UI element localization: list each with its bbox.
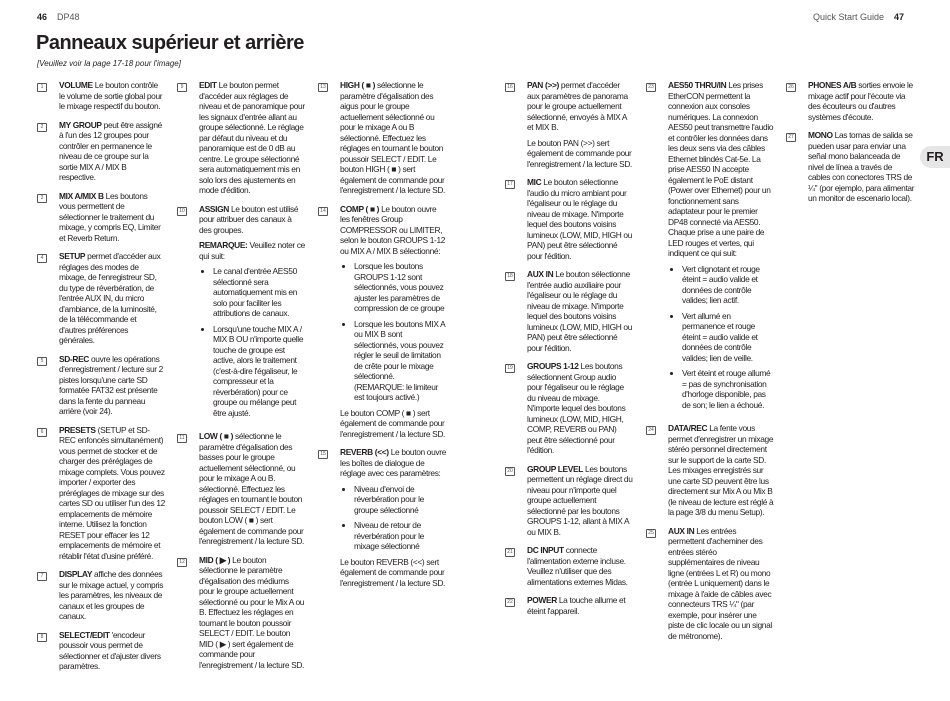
description-paragraph — [59, 120, 165, 183]
control-label: LOW ( ■ ) — [199, 431, 234, 441]
description-paragraph — [527, 464, 633, 538]
item-number-badge: 21 — [505, 548, 515, 557]
control-label: AUX IN — [668, 525, 695, 536]
description-paragraph — [808, 80, 916, 122]
description-paragraph — [340, 204, 446, 257]
bullet-list — [340, 261, 446, 403]
item-number-badge: 22 — [505, 598, 515, 607]
description-paragraph — [199, 240, 305, 261]
bullet-list — [668, 264, 774, 411]
item-description — [527, 269, 633, 353]
control-label: DATA/REC — [668, 423, 708, 433]
item-description — [59, 425, 165, 562]
control-text: Le bouton sélectionne l'entrée audio auxiliaire pour l'égaliseur ou le réglage du niveau de mixage. N'importe lequel des boutons voisins lumineux (LOW, MID, HIGH ou PAN) peut être sélectionné pour l'édition. — [527, 269, 633, 353]
control-label: MONO — [808, 130, 833, 140]
item-number-badge: 1 — [37, 83, 47, 92]
item-number-badge: 23 — [646, 83, 656, 92]
bullet-list — [340, 484, 446, 552]
item-number-badge: 5 — [37, 357, 47, 366]
item-number-badge: 25 — [646, 529, 656, 538]
item-number-badge: 11 — [177, 434, 187, 443]
left-doc-title: DP48 — [57, 12, 80, 22]
control-text: Le bouton sélectionne l'audio du micro ambiant pour l'égaliseur ou le réglage du niveau de mixage. N'importe lequel des boutons voisins lumineux (LOW, MID, HIGH ou PAN) peut être sélectionné pour l'édition. — [527, 177, 633, 261]
item-description — [199, 555, 305, 671]
control-item — [786, 80, 916, 122]
control-text: sélectionne le paramètre d'égalisation des aigus pour le groupe actuellement sélectionné ou pour le mixage A ou B sélectionné. Effectuez les réglages en tournant le bouton poussoir SELECT / EDIT. Le bouton HIGH ( ■ ) sert également de commande pour l'enregistrement / la lecture SD. — [340, 80, 446, 195]
control-label: PAN (>>) — [527, 80, 559, 90]
column-6 — [786, 80, 916, 212]
control-text: permet d'accéder aux paramètres de panorama pour le groupe actuellement sélectionné, envoyés à MIX A et MIX B. — [527, 80, 628, 132]
control-item — [646, 526, 774, 642]
item-description — [668, 423, 774, 518]
control-item — [37, 80, 165, 112]
description-paragraph — [527, 269, 633, 353]
description-paragraph — [59, 630, 165, 672]
control-item — [177, 80, 305, 196]
control-label: MIC — [527, 177, 542, 187]
control-text: 'encodeur poussoir vous permet de sélectionner et d'ajuster divers paramètres. — [59, 629, 161, 671]
bullet-item: • Lorsque les boutons MIX A ou MIX B sont sélectionnés, vous pouvez régler le seuil de limitation de crête pour le mixage sélectionné. (REMARQUE: le limiteur est toujours activé.) — [354, 319, 446, 403]
control-item — [505, 545, 633, 587]
column-5 — [646, 80, 774, 649]
item-description — [808, 130, 916, 204]
item-number-badge: 16 — [505, 83, 515, 92]
control-item — [505, 595, 633, 616]
control-text: Le bouton permet d'accéder aux réglages de niveau et de panoramique pour les signaux d'entrée allant au groupe sélectionné. Le réglage par défaut du niveau et du panoramique est de 0 dB au centre. Le groupe sélectionné sera automatiquement mis en solo lors des ajustements en mode d'édition. — [199, 80, 305, 195]
bullet-item: • Le canal d'entrée AES50 sélectionné sera automatiquement mis en solo pour faciliter les attributions de canaux. — [213, 266, 305, 319]
control-text: Les entrées permettent d'acheminer des entrées stéréo supplémentaires de niveau ligne (entrées L et R) ou mono (entrée L uniquement) dans le mixage à l'aide de câbles avec connecteurs TRS ¼" (par exemple, pour insérer une piste de clic locale ou un signal de métronome). — [668, 525, 772, 641]
item-description — [199, 204, 305, 424]
control-text: Las tomas de salida se pueden usar para enviar una señal mono balanceada de nivel de línea a través de cables con conectores TRS de ¼" (por ejemplo, para alimentar un monitor de escenario local). — [808, 130, 915, 203]
bullet-item: • Lorsque les boutons GROUPS 1-12 sont sélectionnés, vous pouvez ajuster les paramètres de compression de ce groupe — [354, 261, 446, 314]
column-3 — [318, 80, 446, 596]
item-description — [199, 431, 305, 547]
item-description — [527, 545, 633, 587]
control-label: SD-REC — [59, 353, 90, 364]
description-paragraph — [808, 130, 916, 204]
item-description — [59, 569, 165, 622]
control-text: permet d'accéder aux réglages des modes de mixage, de l'enregistreur SD, du type de réverbération, de l'entrée AUX IN, du micro d'ambiance, de la luminosité, de la télécommande et d'autres préférences générales. — [59, 251, 161, 345]
item-description — [59, 630, 165, 672]
control-item — [318, 80, 446, 196]
control-text: Le bouton REVERB (<<) sert également de commande pour l'enregistrement / la lecture SD. — [340, 556, 446, 588]
control-text: ouvre les opérations d'enregistrement / lecture sur 2 pistes lorsqu'une carte SD formatée FAT32 est présente dans la fente du panneau arrière (voir 24). — [59, 353, 163, 416]
control-label: VOLUME — [59, 80, 93, 90]
description-paragraph — [527, 138, 633, 170]
bullet-item: • Niveau d'envoi de réverbération pour le groupe sélectionné — [354, 484, 446, 516]
page-title: Panneaux supérieur et arrière — [36, 32, 304, 54]
control-text: Le bouton ouvre les boîtes de dialogue de réglage avec ces paramètres: — [340, 447, 447, 478]
control-item — [177, 204, 305, 424]
control-text: La touche allume et éteint l'appareil. — [527, 595, 626, 616]
description-paragraph — [527, 545, 633, 587]
item-description — [59, 120, 165, 183]
bullet-item: • Vert éteint et rouge allumé = pas de synchronisation d'horloge disponible, pas de son; le lien a échoué. — [682, 368, 774, 410]
control-item — [177, 555, 305, 671]
control-text: sorties envoie le mixage actif pour l'écoute via des écouteurs ou d'autres systèmes d'écoute. — [808, 80, 913, 122]
item-description — [59, 354, 165, 417]
control-text: La fente vous permet d'enregistrer un mixage stéréo personnel directement sur le support de la carte SD. Les mixages enregistrés sur une carte SD peuvent être lus directement sur Mix A ou Mix B (le niveau de lecture est réglé à la page 3/8 du menu Setup). — [668, 423, 774, 517]
control-text: sélectionne le paramètre d'égalisation des basses pour le groupe actuellement sélectionné, ou pour le mixage A ou B. sélectionné. Effectuez les réglages en tournant le bouton poussoir SELECT / EDIT. Le bouton LOW ( ■ ) sert également de commande pour l'enregistrement / la lecture SD. — [199, 431, 305, 546]
description-paragraph — [340, 408, 446, 440]
control-label: SETUP — [59, 251, 86, 261]
control-item — [37, 251, 165, 346]
item-number-badge: 17 — [505, 180, 515, 189]
item-description — [59, 251, 165, 346]
item-number-badge: 15 — [318, 450, 328, 459]
control-item — [318, 204, 446, 440]
description-paragraph — [199, 80, 305, 196]
control-item — [646, 80, 774, 415]
description-paragraph — [59, 191, 165, 244]
control-label: COMP ( ■ ) — [340, 203, 380, 214]
control-text: Le bouton est utilisé pour attribuer des canaux à des groupes. — [199, 203, 299, 235]
description-paragraph — [527, 361, 633, 456]
control-text: Le bouton PAN (>>) sert également de commande pour l'enregistrement / la lecture SD. — [527, 137, 633, 169]
control-label: PHONES A/B — [808, 80, 857, 90]
description-paragraph — [199, 431, 305, 547]
left-page-number: 46 — [37, 12, 48, 22]
item-number-badge: 7 — [37, 572, 47, 581]
bullet-list — [199, 266, 305, 418]
control-label: AES50 THRU/IN — [668, 80, 727, 90]
control-text: Le bouton COMP ( ■ ) sert également de commande pour l'enregistrement / la lecture SD. — [340, 407, 446, 439]
description-paragraph — [199, 204, 305, 236]
description-paragraph — [340, 447, 446, 479]
item-number-badge: 2 — [37, 123, 47, 132]
bullet-item: • Vert allumé en permanence et rouge éteint = audio valide et données de contrôle valides; lien de veille. — [682, 311, 774, 364]
control-item — [37, 569, 165, 622]
item-description — [59, 191, 165, 244]
control-item — [37, 354, 165, 417]
description-paragraph — [668, 80, 774, 259]
language-tab: FR — [920, 146, 950, 168]
control-item — [505, 177, 633, 261]
control-item — [37, 425, 165, 562]
description-paragraph — [340, 557, 446, 589]
control-item — [505, 269, 633, 353]
item-number-badge: 26 — [786, 83, 796, 92]
item-description — [527, 80, 633, 169]
item-number-badge: 13 — [318, 83, 328, 92]
item-number-badge: 9 — [177, 83, 187, 92]
description-paragraph — [59, 569, 165, 622]
description-paragraph — [199, 555, 305, 671]
column-1 — [37, 80, 165, 680]
control-label: POWER — [527, 595, 557, 605]
control-text: Les prises EtherCON permettent la connexion aux consoles numériques. La connexion AES50 peut transmettre l'audio et contrôler les données dans les deux sens via des câbles Ethernet blindés Cat-5e. La prise AES50 IN accepte également le PoE distant (Power over Ethernet) pour un fonctionnement sans adaptateur pour le premier DP48 connecté via AES50. Chaque prise a une paire de LED rouges et vertes, qui indiquent ce qui suit: — [668, 80, 774, 258]
item-number-badge: 12 — [177, 558, 187, 567]
item-number-badge: 20 — [505, 467, 515, 476]
description-paragraph — [59, 354, 165, 417]
item-number-badge: 27 — [786, 133, 796, 142]
item-number-badge: 18 — [505, 272, 515, 281]
item-description — [527, 361, 633, 456]
control-item — [505, 361, 633, 456]
page-subtitle: [Veuillez voir la page 17-18 pour l'image] — [37, 59, 181, 68]
control-text: Les boutons permettent un réglage direct du niveau pour n'importe quel groupe actuellement sélectionné par les boutons GROUPS 1-12, allant à MIX A ou MIX B. — [527, 463, 633, 537]
item-description — [199, 80, 305, 196]
control-text: peut être assigné à l'un des 12 groupes pour contrôler en permanence le niveau de ce groupe sur la sortie MIX A / MIX B respective. — [59, 119, 162, 182]
control-label: DC INPUT — [527, 545, 564, 555]
description-paragraph — [527, 80, 633, 133]
item-number-badge: 4 — [37, 254, 47, 263]
item-number-badge: 14 — [318, 207, 328, 216]
bullet-item: • Vert clignotant et rouge éteint = audio valide et données de contrôle valides; lien actif. — [682, 264, 774, 306]
right-page-number: 47 — [893, 12, 904, 22]
control-label: DISPLAY — [59, 569, 93, 579]
description-paragraph — [527, 595, 633, 616]
control-label: HIGH ( ■ ) — [340, 80, 376, 90]
description-paragraph — [340, 80, 446, 196]
control-text: Le bouton contrôle le volume de sortie global pour le mixage respectif du bouton. — [59, 80, 163, 111]
control-label: ASSIGN — [199, 203, 230, 214]
control-item — [505, 80, 633, 169]
description-paragraph — [668, 526, 774, 642]
control-label: MY GROUP — [59, 119, 102, 130]
description-paragraph — [59, 251, 165, 346]
control-item — [177, 431, 305, 547]
control-item — [786, 130, 916, 204]
item-description — [527, 464, 633, 538]
item-description — [527, 595, 633, 616]
item-description — [340, 447, 446, 588]
control-text: affiche des données sur le mixage actuel, y compris les paramètres, les niveaux de canaux et les groupes de canaux. — [59, 569, 164, 621]
control-label: MIX A/MIX B — [59, 190, 104, 201]
right-doc-title: Quick Start Guide — [812, 12, 884, 22]
control-text: Les boutons sélectionnent Group audio pour l'égaliseur ou le réglage du niveau de mixage. N'importe lequel des boutons lumineux (LOW, MID, HIGH, COMP, REVERB ou PAN) peut être sélectionné pour l'édition. — [527, 361, 626, 455]
item-number-badge: 10 — [177, 207, 187, 216]
item-number-badge: 24 — [646, 426, 656, 435]
item-description — [340, 204, 446, 440]
control-text: Le bouton ouvre les fenêtres Group COMPRESSOR ou LIMITER, selon le bouton GROUPS 1-12 ou MIX A / MIX B sélectionné: — [340, 203, 446, 256]
control-item — [505, 464, 633, 538]
item-number-badge: 8 — [37, 633, 47, 642]
right-page-header — [813, 12, 904, 22]
item-description — [808, 80, 916, 122]
item-number-badge: 3 — [37, 194, 47, 203]
control-label: GROUP LEVEL — [527, 463, 584, 474]
bullet-item: • Niveau de retour de réverbération pour le mixage sélectionné — [354, 520, 446, 552]
item-description — [668, 526, 774, 642]
description-paragraph — [59, 425, 165, 562]
control-label: REVERB (<<) — [340, 447, 389, 457]
bullet-item: • Lorsqu'une touche MIX A / MIX B OU n'importe quelle touche de groupe est active, alors le traitement (c'est-à-dire l'égaliseur, le compresseur et la réverbération) pour ce groupe ou mélange peut être ajusté. — [213, 324, 305, 419]
control-item — [37, 191, 165, 244]
control-label: SELECT/EDIT — [59, 629, 110, 640]
control-label: AUX IN — [527, 269, 554, 279]
control-text: Le bouton sélectionne le paramètre d'égalisation des médiums pour le groupe actuellement sélectionné ou pour le Mix A ou B. Effectuez les réglages en tournant le bouton poussoir SELECT / EDIT. Le bouton MID ( ▶ ) sert également de commande pour l'enregistrement / la lecture SD. — [199, 554, 305, 670]
description-paragraph — [59, 80, 165, 112]
item-number-badge: 6 — [37, 428, 47, 437]
control-text: Les boutons vous permettent de sélectionner le traitement du mixage, y compris EQ, Limiter et Reverb Return. — [59, 190, 161, 243]
control-text: (SETUP et SD-REC enfoncés simultanément) vous permet de stocker et de charger des préréglages de mixage complets. Vous pouvez importer / exporter des préréglages de mixage sur des cartes SD ou utiliser l'un des 12 emplacements de mémoire interne. Utilisez la fonction RESET pour effacer les 12 emplacements de mémoire et rétablir l'état d'usine préféré. — [59, 424, 165, 561]
item-description — [340, 80, 446, 196]
control-label: PRESETS — [59, 424, 96, 435]
control-item — [646, 423, 774, 518]
control-label: MID ( ▶ ) — [199, 554, 231, 565]
control-item — [37, 120, 165, 183]
note-label: REMARQUE: — [199, 240, 248, 250]
item-number-badge: 19 — [505, 364, 515, 373]
column-2 — [177, 80, 305, 678]
control-text: connecte l'alimentation externe incluse. Veuillez n'utiliser que des alimentations externes Midas. — [527, 545, 628, 587]
item-description — [527, 177, 633, 261]
control-label: GROUPS 1-12 — [527, 361, 579, 371]
left-page-header — [37, 12, 80, 22]
description-paragraph — [527, 177, 633, 261]
control-label: EDIT — [199, 80, 217, 90]
item-description — [668, 80, 774, 415]
description-paragraph — [668, 423, 774, 518]
item-description — [59, 80, 165, 112]
column-4 — [505, 80, 633, 624]
control-item — [37, 630, 165, 672]
control-text: REMARQUE: Veuillez noter ce qui suit: — [199, 240, 305, 261]
control-item — [318, 447, 446, 588]
